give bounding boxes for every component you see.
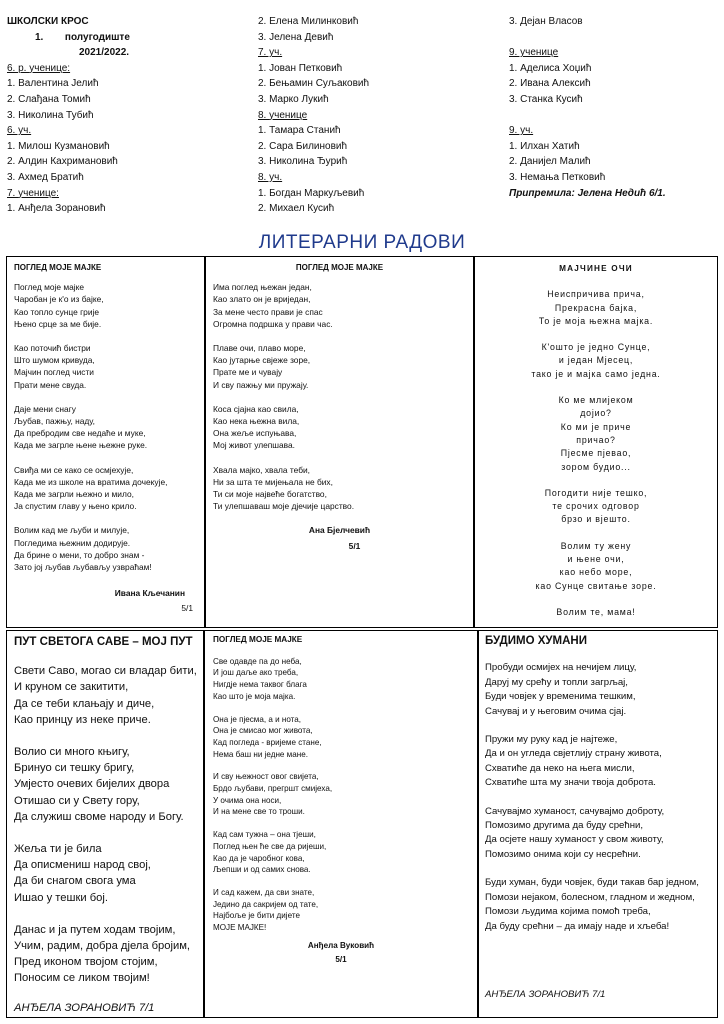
result-item: 2. Михаел Кусић <box>258 203 335 215</box>
poem-line: Ја спустим главу у њено крило. <box>14 501 137 512</box>
poem-title: ПУТ СВЕТОГА САВЕ – МОЈ ПУТ <box>14 636 193 648</box>
poem-line: Да се теби клањају и диче, <box>14 697 155 710</box>
result-item: 3. Николина Тубић <box>7 109 94 121</box>
poem-line: Да брине о мени, то добро знам - <box>14 549 145 560</box>
result-item: 1. Илхан Хатић <box>509 140 580 152</box>
poem-line: Има поглед њежан један, <box>213 282 312 293</box>
poem-line: тако је и мајка само једна. <box>531 368 661 379</box>
grade-heading: 9. ученице <box>509 47 559 59</box>
poem-line: Кад погледа - вријеме стане, <box>213 737 322 747</box>
poem-line: И круном се закитити, <box>14 681 129 694</box>
poem-line: Данас и ја путем ходам твојим, <box>14 923 176 936</box>
poem-box-4 <box>6 630 204 1018</box>
poem-line: Да пребродим све недаће и муке, <box>14 428 146 439</box>
poem-line: Помози нејаком, болесном, гладном и жедном, <box>485 891 695 903</box>
grade-heading: 8. ученице <box>258 109 308 121</box>
poem-line: Као јутарње свјеже зоре, <box>213 355 311 366</box>
poem-line: причао? <box>576 434 616 445</box>
poem-title: ПОГЛЕД МОЈЕ МАЈКЕ <box>295 263 384 272</box>
poem-line: Ко ми је приче <box>560 421 632 432</box>
poem-grade: 5/1 <box>348 540 361 551</box>
school-year: 2021/2022. <box>79 47 130 59</box>
poem-line: Пред иконом твојом стојим, <box>14 956 158 969</box>
poem-line: Учим, радим, добра дјела бројим, <box>14 940 191 953</box>
poem-author: Анђела Вуковић <box>307 940 375 950</box>
poem-line: Бринуо си тешку бригу, <box>14 762 135 775</box>
poem-line: Њено срце за ме бије. <box>14 318 102 329</box>
poem-line: Да буду срећни – да имају наде и хљеба! <box>485 920 670 932</box>
poem-title: ПОГЛЕД МОЈЕ МАЈКЕ <box>213 635 303 644</box>
poem-body <box>481 288 711 619</box>
prepared-by: Припремила: Јелена Недић 6/1. <box>509 187 666 199</box>
poem-line: Волим кад ме љуби и милује, <box>14 525 130 536</box>
poem-line: Да описмениш народ свој, <box>14 859 151 872</box>
poem-line: Даруј му срећу и топли загрљај, <box>485 676 628 688</box>
poem-line: Као топло сунце грије <box>14 306 100 317</box>
result-item: 1. Анђела Зорановић <box>7 203 106 215</box>
poem-line: И сву пажњу ми пружају. <box>213 379 309 390</box>
semester-word: полугодиште <box>64 31 130 43</box>
poem-body <box>485 661 711 934</box>
results-column-2 <box>258 14 488 217</box>
poem-line: као небо море, <box>559 567 633 578</box>
poem-author: Ивана Кљечанин <box>114 588 185 599</box>
poem-author: АНЂЕЛА ЗОРАНОВИЋ 7/1 <box>485 988 606 1000</box>
poem-title: ПОГЛЕД МОЈЕ МАЈКЕ <box>14 263 102 272</box>
result-item: 2. Ивана Алексић <box>509 78 591 90</box>
poem-line: те срочих одговор <box>552 501 640 512</box>
poem-line: То је моја њежна мајка. <box>538 315 654 326</box>
poem-grade: 5/1 <box>181 603 193 614</box>
poem-line: Жеља ти је била <box>14 843 102 856</box>
poem-line: Пјесме пјевао, <box>560 448 632 459</box>
poem-line: Да служиш своме народу и Богу. <box>14 810 184 823</box>
poem-line: и њене очи, <box>567 554 625 565</box>
poem-line: Да осјете нашу хуманост у свом животу, <box>485 834 664 846</box>
poem-line: Схватиће шта му значи твоја доброта. <box>485 777 656 789</box>
poem-title: МАЈЧИНЕ ОЧИ <box>559 264 633 273</box>
poem-box-3 <box>474 256 718 628</box>
poem-body <box>14 281 197 573</box>
result-item: 3. Марко Лукић <box>258 93 329 105</box>
grade-heading: 7. ученице: <box>7 187 59 199</box>
poem-line: Погледима њежним додирује. <box>14 537 131 548</box>
result-item: 3. Ахмед Братић <box>7 171 84 183</box>
poem-line: Огромна подршка у прави час. <box>213 318 333 329</box>
poem-line: Ишао у тешки бој. <box>14 891 108 904</box>
poem-line: Као принцу из неке приче. <box>14 713 151 726</box>
grade-heading: 6. р. ученице: <box>7 62 71 74</box>
poem-grade: 5/1 <box>335 955 347 965</box>
poem-line: У очима она носи, <box>213 795 282 805</box>
poem-box-1 <box>6 256 205 628</box>
poem-line: Неиспричива прича, <box>547 289 645 300</box>
poem-line: Када ме загрле њене њежне руке. <box>14 440 148 451</box>
grade-heading: 8. уч. <box>258 171 283 183</box>
result-item: 2. Сара Билиновић <box>258 140 348 152</box>
result-item: 1. Аделиса Хоџић <box>509 62 592 74</box>
poem-line: Као да је чаробног кова, <box>213 853 305 863</box>
poem-title: БУДИМО ХУМАНИ <box>485 635 588 647</box>
poem-line: Ни за шта те мијењала не бих, <box>213 476 333 487</box>
result-item: 1. Милош Кузмановић <box>7 140 110 152</box>
poem-line: И још даље ако треба, <box>213 668 299 678</box>
result-item: 1. Богдан Маркуљевић <box>258 187 365 199</box>
result-item: 2. Данијел Малић <box>509 156 591 168</box>
result-item: 2. Елена Милинковић <box>258 16 359 27</box>
poem-line: Сачувај и у његовим очима сјај. <box>485 705 627 717</box>
poem-line: Буди човјек у временима тешким, <box>485 691 636 703</box>
poem-line: Она жеље испуњава, <box>213 428 297 439</box>
poem-line: Што шумом кривуда, <box>14 355 95 366</box>
poem-box-6 <box>478 630 718 1018</box>
poem-line: Чаробан је к'о из бајке, <box>14 294 104 305</box>
poem-line: Помози људима којима помоћ треба, <box>485 906 651 918</box>
poem-line: Она је смисао мог живота, <box>213 726 313 736</box>
poem-line: Кад сам тужна – она тјеши, <box>213 830 316 840</box>
poem-line: Као што је моја мајка. <box>213 691 296 701</box>
poem-line: Као злато он је вриједан, <box>213 294 311 305</box>
poem-line: брзо и вјешто. <box>561 514 631 525</box>
result-item: 3. Јелена Девић <box>258 31 334 43</box>
result-item: 2. Бењамин Суљаковић <box>258 78 370 90</box>
poem-line: Плаве очи, плаво море, <box>213 343 306 354</box>
poem-line: Волим те, мама! <box>556 606 636 617</box>
poem-line: Помозимо другима да буду срећни, <box>485 820 644 832</box>
result-item: 3. Немања Петковић <box>509 171 606 183</box>
poem-line: Нигдје нема таквог блага <box>213 680 307 690</box>
poem-body <box>213 281 466 512</box>
poem-line: Ти улепшаваш моје дјечије царство. <box>213 501 355 512</box>
result-item: 2. Слађана Томић <box>7 93 91 105</box>
poem-line: Брдо љубави, прегршт смијеха, <box>213 784 333 794</box>
poem-line: Прате ме и чувају <box>213 367 283 378</box>
poem-line: Нема баш ни једне мане. <box>213 749 308 759</box>
poem-line: зором будио... <box>561 461 631 472</box>
poem-line: дојио? <box>580 408 612 419</box>
poem-line: Да би снагом свога ума <box>14 875 136 888</box>
poem-line: Пружи му руку кад је најтеже, <box>485 734 618 746</box>
poem-line: Поносим се ликом твојим! <box>14 972 150 985</box>
poem-line: Отишао си у Свету гору, <box>14 794 140 807</box>
poem-line: Прати мене свуда. <box>14 379 87 390</box>
poem-author: АНЂЕЛА ЗОРАНОВИЋ 7/1 <box>14 1001 155 1014</box>
poem-line: Поглед њен ће све да ријеши, <box>213 841 327 851</box>
poem-line: Љубав, пажњу, наду, <box>14 416 95 427</box>
poem-line: МОЈЕ МАЈКЕ! <box>213 923 267 933</box>
poem-line: Када ме загрли њежно и мило, <box>14 489 134 500</box>
poem-box-2 <box>205 256 474 628</box>
semester-line <box>7 30 237 46</box>
results-column-1 <box>7 14 237 217</box>
poem-body <box>14 663 197 986</box>
result-item: 1. Тамара Станић <box>258 125 341 137</box>
semester-number: 1. <box>35 31 44 43</box>
poem-line: Пробуди осмијех на нечијем лицу, <box>485 662 637 674</box>
poem-line: и један Мјесец, <box>558 355 634 366</box>
cross-title: ШКОЛСКИ КРОС <box>7 16 89 27</box>
poem-line: Ти си моје највеће богатство, <box>213 489 327 500</box>
poem-line: Ко ме млијеком <box>558 395 634 406</box>
poem-line: За мене често прави је спас <box>213 306 323 317</box>
result-item: 1. Јован Петковић <box>258 62 343 74</box>
poem-line: Мој живот улепшава. <box>213 440 295 451</box>
poem-line: Када ме из школе на вратима дочекује, <box>14 476 168 487</box>
results-column-3 <box>509 14 719 201</box>
poem-line: Хвала мајко, хвала теби, <box>213 464 310 475</box>
result-item: 3. Станка Кусић <box>509 93 583 105</box>
poem-line: Свиђа ми се како се осмјехује, <box>14 464 134 475</box>
poem-line: Буди хуман, буди човјек, буди такав бар једном, <box>485 877 699 889</box>
grade-heading: 6. уч. <box>7 125 32 137</box>
result-item: 2. Алдин Кахримановић <box>7 156 118 168</box>
poem-box-5 <box>204 630 478 1018</box>
grade-heading: 7. уч. <box>258 47 283 59</box>
grade-heading: 9. уч. <box>509 125 534 137</box>
poem-line: И сад кажем, да сви знате, <box>213 887 315 897</box>
poem-line: Зато јој љубав љубављу узвраћам! <box>14 562 152 573</box>
poem-line: Погодити није тешко, <box>544 487 648 498</box>
poem-body <box>213 656 469 934</box>
poem-line: И на мене све то троши. <box>213 807 305 817</box>
poem-line: Као нека њежна вила, <box>213 416 300 427</box>
poem-line: Једино да сакријем од тате, <box>213 899 319 909</box>
result-item: 1. Валентина Јелић <box>7 78 99 90</box>
poem-line: Сачувајмо хуманост, сачувајмо доброту, <box>485 805 665 817</box>
result-item: 3. Николина Ђурић <box>258 156 348 168</box>
poem-line: као Сунце свитање зоре. <box>535 580 657 591</box>
poem-line: Даје мени снагу <box>14 403 76 414</box>
poem-line: И сву њежност овог свијета, <box>213 772 319 782</box>
poem-line: Волим ту жену <box>560 540 632 551</box>
poem-line: Помозимо онима који су несрећни. <box>485 848 641 860</box>
poem-line: Волио си много књигу, <box>14 746 130 759</box>
poem-line: Прекрасна бајка, <box>554 302 638 313</box>
poem-line: Поглед моје мајке <box>14 282 85 293</box>
poem-line: К'ошто је једно Сунце, <box>541 342 651 353</box>
poem-author: Ана Бјелчевић <box>308 525 371 536</box>
poem-line: Свети Саво, могао си владар бити, <box>14 665 197 678</box>
result-item: 3. Дејан Власов <box>509 16 583 27</box>
poem-line: Љепши и од самих снова. <box>213 865 311 875</box>
poem-line: Умјесто очевих бијелих двора <box>14 778 170 791</box>
poem-line: Коса сјајна као свила, <box>213 403 299 414</box>
poem-line: Као поточић бистри <box>14 343 91 354</box>
poem-line: Она је пјесма, а и нота, <box>213 714 302 724</box>
poem-line: Схватиће да неко на њега мисли, <box>485 762 635 774</box>
poem-line: Све одавде па до неба, <box>213 656 302 666</box>
poem-line: Мајчин поглед чисти <box>14 367 94 378</box>
poem-line: Најбоље је бити дијете <box>213 911 300 921</box>
poem-line: Да и он угледа свјетлију страну живота, <box>485 748 662 760</box>
section-title: ЛИТЕРАРНИ РАДОВИ <box>258 232 466 253</box>
